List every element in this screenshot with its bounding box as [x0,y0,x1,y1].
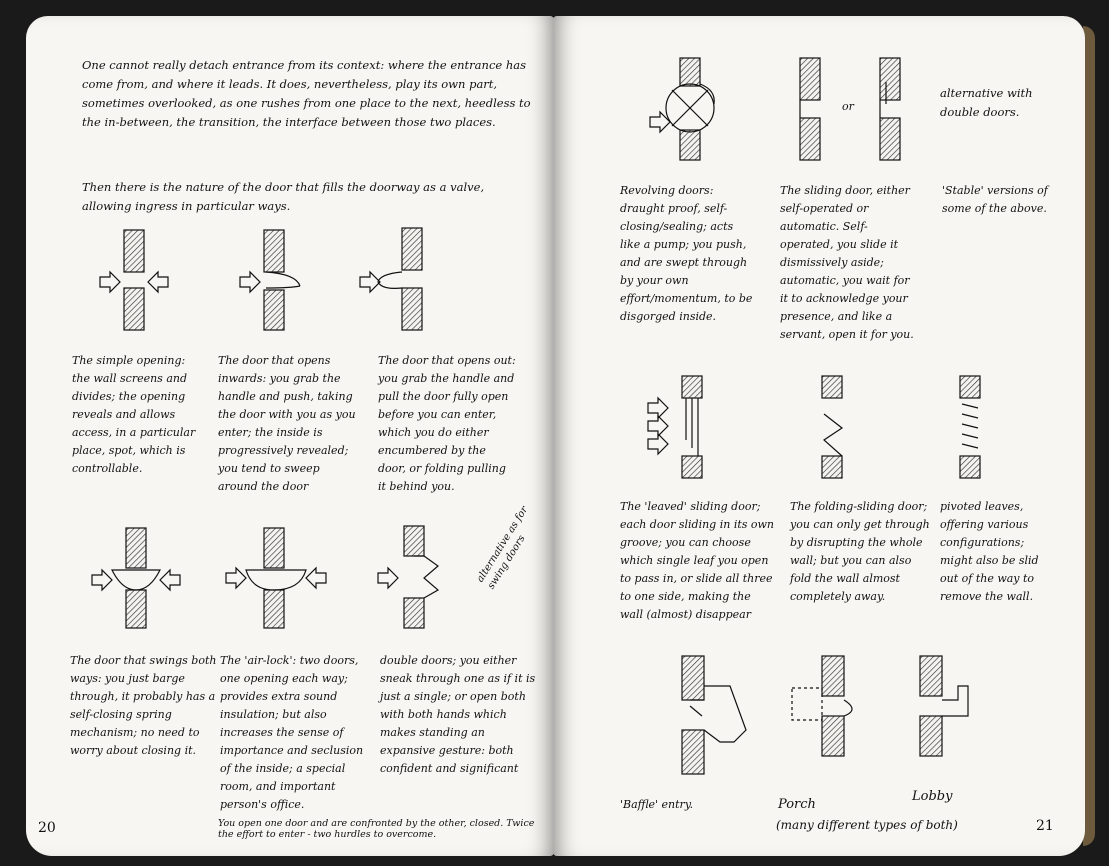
caption-baffle: 'Baffle' entry. [620,798,694,811]
caption-stable-door: 'Stable' versions of some of the above. [942,184,1048,215]
caption-folding-sliding: The folding-sliding door; you can only get through by disrupting the whole wall; but you can also fold the wall almost completely away. [790,500,930,603]
caption-revolving-door: Revolving doors: draught proof, self-closing/sealing; acts like a pump; you push, and are swept through by your own effort/momentum, to be disgorged inside. [620,184,753,323]
caption-porch: Porch [778,797,816,812]
page-number-left: 20 [38,820,56,836]
caption-pivoted-leaves: pivoted leaves, offering various configurations; might also be slid out of the way to remove the wall. [940,500,1039,603]
caption-lobby: Lobby [912,789,953,804]
caption-leaved-sliding: The 'leaved' sliding door; each door sliding in its own groove; you can choose which single leaf you open to pass in, or slide all three to one side, making the wall (almost) disappear [620,500,775,621]
intro-paragraph-2: Then there is the nature of the door that fills the doorway as a valve, allowing ingress in particular ways. [82,180,485,213]
caption-outward-door: The door that opens out: you grab the handle and pull the door fully open before you can enter, which you do either encumbered by the door, or folding pulling it behind you. [378,354,516,493]
caption-simple-opening: The simple opening: the wall screens and divides; the opening reveals and allows access, in a particular place, spot, which is controllable. [72,354,196,475]
caption-airlock-2: You open one door and are confronted by the other, closed. Twice the effort to enter - two hurdles to overcome. [218,818,535,840]
caption-alternative-double: alternative with double doors. [940,86,1033,119]
caption-sliding-door: The sliding door, either self-operated or automatic. Self-operated, you slide it dismissively aside; automatic, you wait for it to acknowledge your presence, and like a servant, open it for you. [780,184,914,341]
page-number-right: 21 [1036,818,1054,834]
caption-airlock: The 'air-lock': two doors, one opening each way; provides extra sound insulation; but also increases the sense of importance and seclusion of the inside; a special room, and important person's office. [220,654,364,811]
caption-swing-door: The door that swings both ways: you just barge through, it probably has a self-closing spring mechanism; no need to worry about closing it. [70,654,217,757]
caption-double-doors: double doors; you either sneak through one as if it is just a single; or open both with both hands which makes standing an expansive gesture: both confident and significant [380,654,536,775]
or-label: or [842,100,854,113]
right-page [553,16,1085,856]
intro-paragraph: One cannot really detach entrance from its context: where the entrance has come from, and where it leads. It does, nevertheless, play its own part, sometimes overlooked, as one rushes from one place to the next, heedless to the in-between, the transition, the interface between those two places. [82,58,531,129]
caption-many-types: (many different types of both) [776,818,958,832]
rotated-note: alternative as for swing doors [474,504,531,592]
caption-inward-door: The door that opens inwards: you grab the handle and push, taking the door with you as you enter; the inside is progressively revealed; you tend to sweep around the door [218,354,356,493]
